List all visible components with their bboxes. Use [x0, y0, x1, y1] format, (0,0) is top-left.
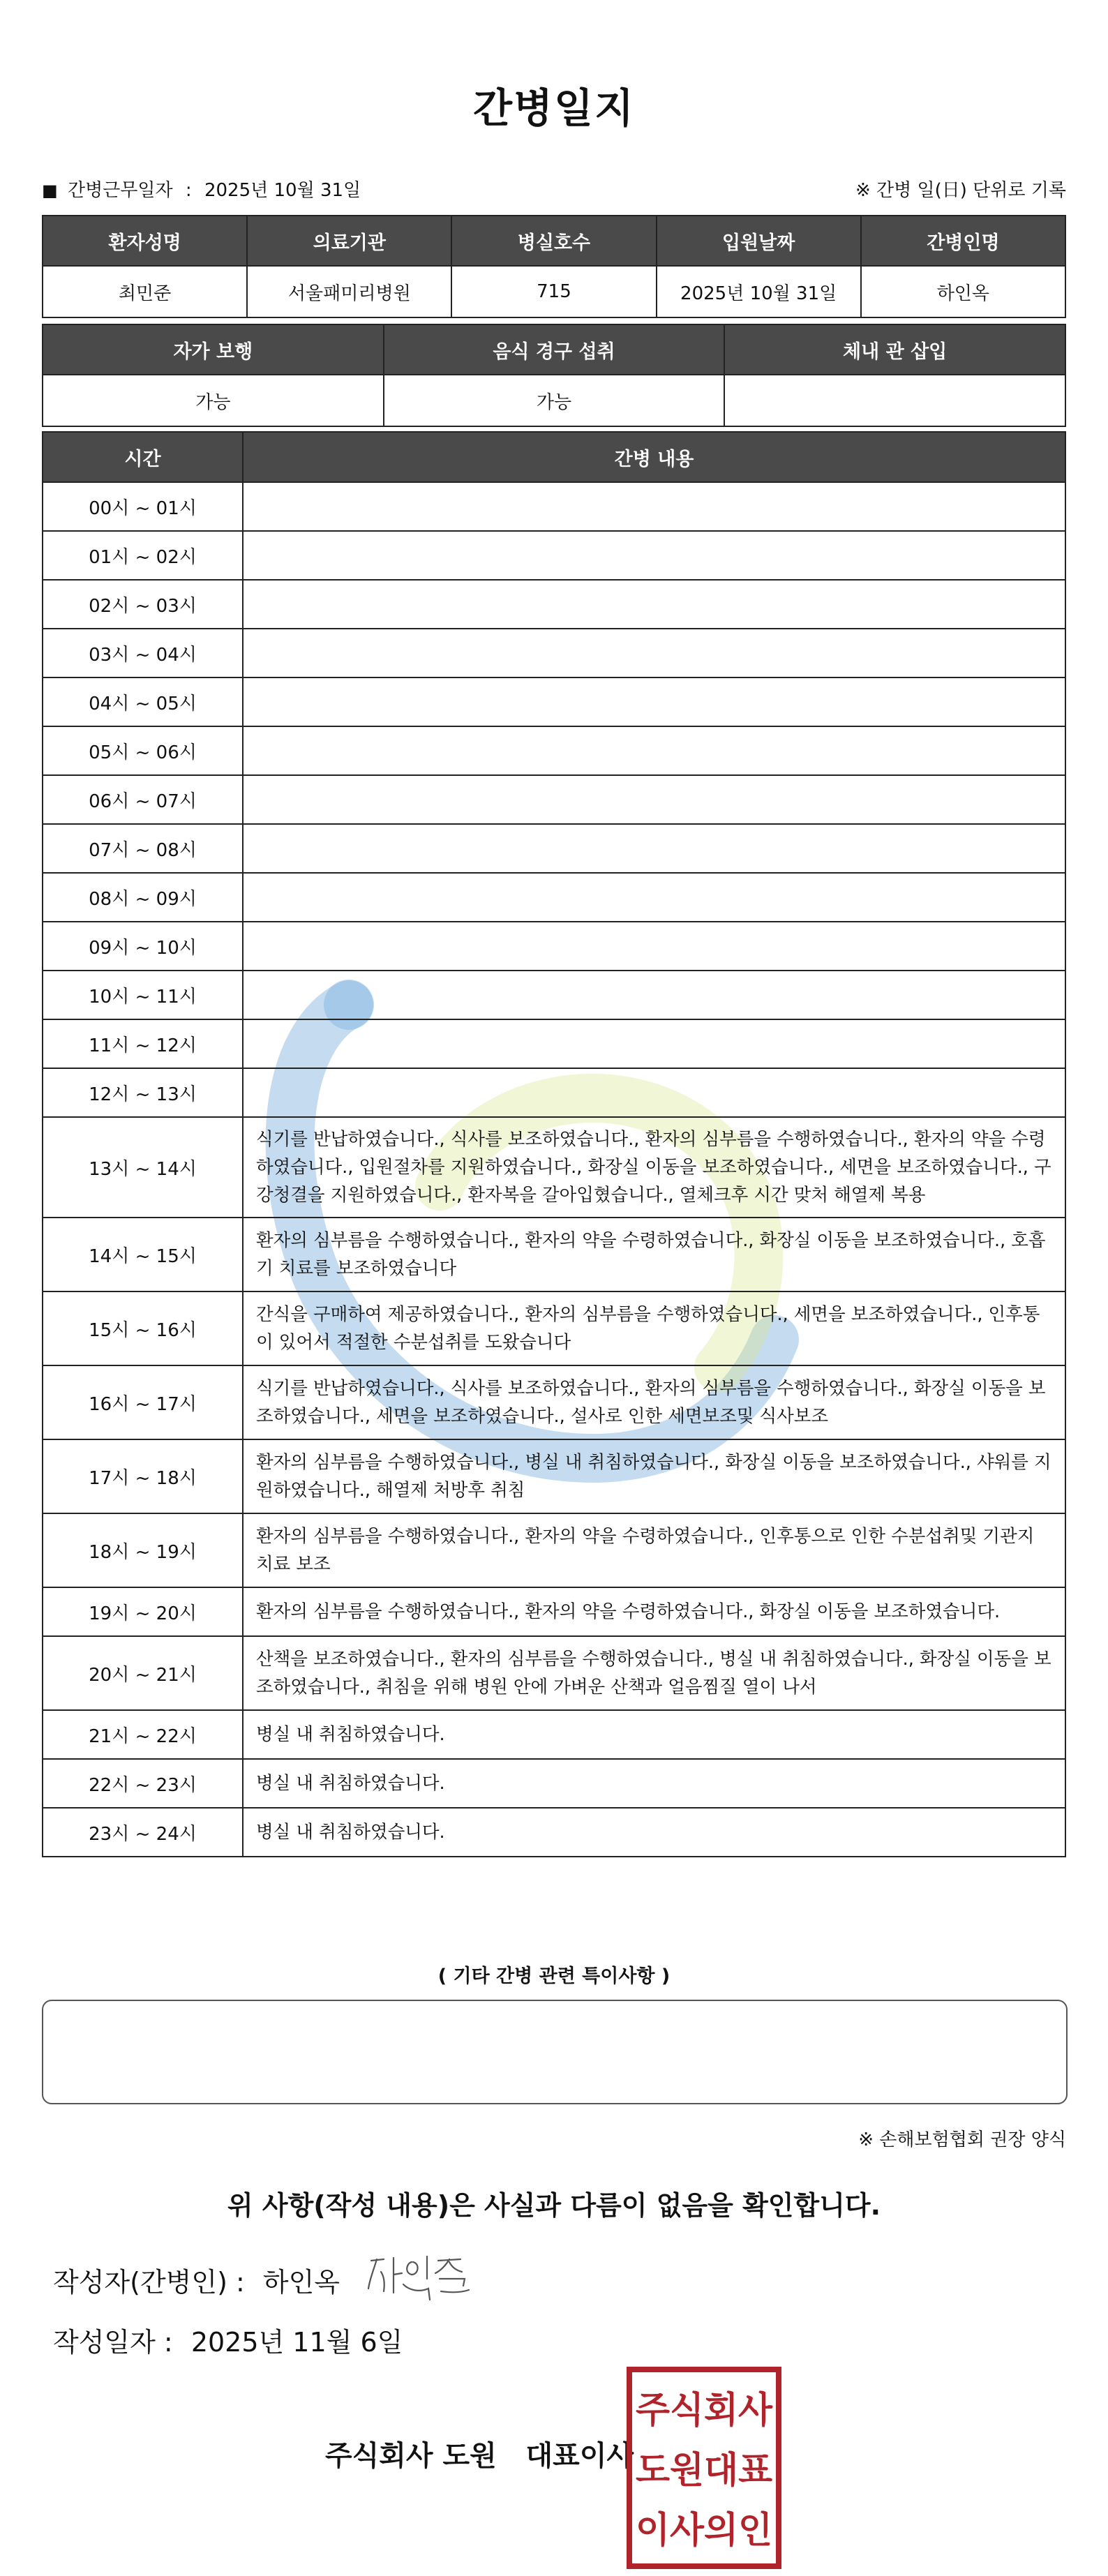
patient-ability-table — [42, 324, 1066, 427]
log-content: 산책을 보조하였습니다., 환자의 심부름을 수행하였습니다., 병실 내 취침하였습니다., 화장실 이동을 보조하였습니다., 취침을 위해 병원 안에 가벼운 산책과 얼음찜질 열이 나서 — [243, 1636, 1065, 1710]
log-row — [43, 1759, 1065, 1808]
log-content — [243, 922, 1065, 971]
written-date-label: 작성일자 : — [53, 2327, 173, 2358]
log-row — [43, 1808, 1065, 1857]
log-row — [43, 580, 1065, 629]
header-room-number: 병실호수 — [451, 216, 656, 266]
log-time: 18시 ~ 19시 — [43, 1513, 243, 1587]
unit-note: ※ 간병 일(日) 단위로 기록 — [855, 180, 1066, 201]
log-row — [43, 1365, 1065, 1439]
log-time: 03시 ~ 04시 — [43, 629, 243, 677]
log-row — [43, 629, 1065, 677]
writer-line — [53, 2261, 340, 2299]
log-time: 20시 ~ 21시 — [43, 1636, 243, 1710]
log-row — [43, 1636, 1065, 1710]
log-content: 병실 내 취침하였습니다. — [243, 1710, 1065, 1759]
log-content — [243, 1068, 1065, 1117]
log-row — [43, 726, 1065, 775]
log-row — [43, 1291, 1065, 1365]
work-date — [42, 176, 361, 202]
log-row — [43, 1068, 1065, 1117]
header-caregiver-name: 간병인명 — [861, 216, 1065, 266]
remarks-box — [42, 2000, 1068, 2104]
header-admission-date: 입원날짜 — [657, 216, 861, 266]
patient-name: 최민준 — [43, 266, 247, 317]
header-oral-intake: 음식 경구 섭취 — [384, 324, 725, 375]
writer-name: 하인옥 — [262, 2267, 340, 2298]
log-row — [43, 1439, 1065, 1513]
log-time: 15시 ~ 16시 — [43, 1291, 243, 1365]
company-representative: 주식회사 도원 대표이사 — [325, 2440, 634, 2472]
log-row — [43, 677, 1065, 726]
room-number: 715 — [451, 266, 656, 317]
log-content — [243, 629, 1065, 677]
log-content — [243, 531, 1065, 580]
log-content: 식기를 반납하였습니다., 식사를 보조하였습니다., 환자의 심부름을 수행하였습니다., 화장실 이동을 보조하였습니다., 세면을 보조하였습니다., 설사로 인한 세면보조및 식사보조 — [243, 1365, 1065, 1439]
care-log-table — [42, 431, 1066, 1857]
log-row — [43, 824, 1065, 873]
log-time: 12시 ~ 13시 — [43, 1068, 243, 1117]
log-content — [243, 1019, 1065, 1068]
log-row — [43, 482, 1065, 531]
square-bullet-icon: ■ — [42, 181, 58, 200]
log-time: 16시 ~ 17시 — [43, 1365, 243, 1439]
header-hospital: 의료기관 — [247, 216, 451, 266]
caregiver-name: 하인옥 — [861, 266, 1065, 317]
log-time: 13시 ~ 14시 — [43, 1117, 243, 1218]
log-time: 11시 ~ 12시 — [43, 1019, 243, 1068]
admission-date: 2025년 10월 31일 — [657, 266, 861, 317]
work-date-label: 간병근무일자 — [67, 180, 173, 201]
work-date-value: 2025년 10월 31일 — [204, 180, 361, 201]
written-date-value: 2025년 11월 6일 — [190, 2327, 403, 2358]
tube-insertion-value — [724, 375, 1065, 426]
log-content: 환자의 심부름을 수행하였습니다., 병실 내 취침하였습니다., 화장실 이동을 보조하였습니다., 샤워를 지원하였습니다., 해열제 처방후 취침 — [243, 1439, 1065, 1513]
log-time: 17시 ~ 18시 — [43, 1439, 243, 1513]
log-content — [243, 482, 1065, 531]
log-time: 00시 ~ 01시 — [43, 482, 243, 531]
log-row — [43, 1710, 1065, 1759]
log-content — [243, 677, 1065, 726]
log-row — [43, 1513, 1065, 1587]
log-time: 05시 ~ 06시 — [43, 726, 243, 775]
log-row — [43, 971, 1065, 1019]
log-content: 식기를 반납하였습니다., 식사를 보조하였습니다., 환자의 심부름을 수행하였습니다., 환자의 약을 수령하였습니다., 입원절차를 지원하였습니다., 화장실 이동을 보조하였습니다., 세면을 보조하였습니다., 구강청결을 지원하였습니다., 환자복을 갈아입혔습니다., 열체크후 시간 맞처 해열제 복용 — [243, 1117, 1065, 1218]
log-content — [243, 726, 1065, 775]
seal-text-line: 주식회사 — [636, 2390, 773, 2432]
log-content — [243, 971, 1065, 1019]
self-walking-value: 가능 — [43, 375, 384, 426]
remarks-title: ( 기타 간병 관련 특이사항 ) — [437, 1965, 671, 1987]
log-content — [243, 873, 1065, 922]
written-date-line — [53, 2321, 403, 2359]
header-time: 시간 — [43, 432, 243, 482]
log-time: 14시 ~ 15시 — [43, 1218, 243, 1291]
log-time: 01시 ~ 02시 — [43, 531, 243, 580]
log-time: 21시 ~ 22시 — [43, 1710, 243, 1759]
writer-label: 작성자(간병인) : — [53, 2267, 245, 2298]
work-date-separator: : — [185, 180, 192, 201]
log-row — [43, 775, 1065, 824]
log-row — [43, 1218, 1065, 1291]
header-self-walking: 자가 보행 — [43, 324, 384, 375]
log-content — [243, 775, 1065, 824]
seal-text-line: 이사의인 — [636, 2510, 772, 2552]
log-time: 09시 ~ 10시 — [43, 922, 243, 971]
log-time: 04시 ~ 05시 — [43, 677, 243, 726]
log-time: 23시 ~ 24시 — [43, 1808, 243, 1857]
page-title: 간병일지 — [472, 84, 636, 132]
log-time: 02시 ~ 03시 — [43, 580, 243, 629]
company-seal — [627, 2367, 781, 2569]
log-content — [243, 824, 1065, 873]
log-row — [43, 1587, 1065, 1636]
log-row — [43, 531, 1065, 580]
log-time: 10시 ~ 11시 — [43, 971, 243, 1019]
patient-info-table — [42, 215, 1066, 318]
log-content: 병실 내 취침하였습니다. — [243, 1808, 1065, 1857]
oral-intake-value: 가능 — [384, 375, 725, 426]
log-time: 08시 ~ 09시 — [43, 873, 243, 922]
log-row — [43, 922, 1065, 971]
log-content: 환자의 심부름을 수행하였습니다., 환자의 약을 수령하였습니다., 화장실 이동을 보조하였습니다. — [243, 1587, 1065, 1636]
log-content: 간식을 구매하여 제공하였습니다., 환자의 심부름을 수행하였습니다., 세면을 보조하였습니다., 인후통이 있어서 적절한 수분섭취를 도왔습니다 — [243, 1291, 1065, 1365]
confirmation-statement: 위 사항(작성 내용)은 사실과 다름이 없음을 확인합니다. — [227, 2190, 881, 2221]
seal-text-line: 도원대표 — [636, 2450, 772, 2492]
log-time: 06시 ~ 07시 — [43, 775, 243, 824]
log-time: 22시 ~ 23시 — [43, 1759, 243, 1808]
log-content: 환자의 심부름을 수행하였습니다., 환자의 약을 수령하였습니다., 인후통으로 인한 수분섭취및 기관지 치료 보조 — [243, 1513, 1065, 1587]
log-content: 병실 내 취침하였습니다. — [243, 1759, 1065, 1808]
header-care-content: 간병 내용 — [243, 432, 1065, 482]
recommend-note: ※ 손해보험협회 권장 양식 — [858, 2129, 1066, 2150]
log-content: 환자의 심부름을 수행하였습니다., 환자의 약을 수령하였습니다., 화장실 이동을 보조하였습니다., 호흡기 치료를 보조하였습니다 — [243, 1218, 1065, 1291]
log-content — [243, 580, 1065, 629]
log-time: 07시 ~ 08시 — [43, 824, 243, 873]
log-row — [43, 1019, 1065, 1068]
header-tube-insertion: 체내 관 삽입 — [724, 324, 1065, 375]
hospital-name: 서울패미리병원 — [247, 266, 451, 317]
header-patient-name: 환자성명 — [43, 216, 247, 266]
log-row — [43, 873, 1065, 922]
handwritten-signature — [363, 2248, 481, 2304]
log-time: 19시 ~ 20시 — [43, 1587, 243, 1636]
log-row — [43, 1117, 1065, 1218]
